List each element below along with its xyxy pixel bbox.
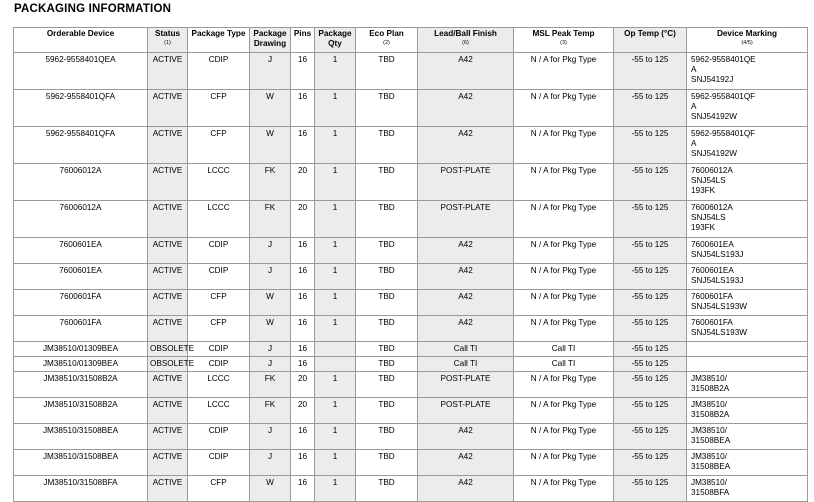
cell-msl: N / A for Pkg Type (514, 127, 614, 164)
cell-pins: 16 (291, 127, 315, 164)
cell-drawing: FK (250, 201, 291, 238)
cell-finish: A42 (418, 127, 514, 164)
cell-marking (687, 424, 808, 450)
cell-drawing: J (250, 357, 291, 372)
cell-device: JM38510/01309BEA (14, 342, 148, 357)
cell-type: CDIP (188, 264, 250, 290)
cell-optemp: -55 to 125 (614, 264, 687, 290)
cell-optemp: -55 to 125 (614, 164, 687, 201)
marking-line: 7600601EA (691, 266, 734, 275)
cell-drawing: W (250, 290, 291, 316)
cell-drawing: W (250, 316, 291, 342)
cell-msl: N / A for Pkg Type (514, 290, 614, 316)
section-title: PACKAGING INFORMATION (14, 3, 172, 15)
cell-qty: 1 (315, 264, 356, 290)
cell-marking (687, 53, 808, 90)
cell-drawing: J (250, 342, 291, 357)
cell-eco: TBD (356, 342, 418, 357)
cell-device: JM38510/31508B2A (14, 372, 148, 398)
cell-eco: TBD (356, 357, 418, 372)
cell-msl: Call TI (514, 342, 614, 357)
marking-line: JM38510/ (691, 452, 727, 461)
cell-msl: N / A for Pkg Type (514, 476, 614, 502)
marking-line: 7600601FA (691, 318, 733, 327)
column-header (14, 28, 148, 53)
cell-optemp: -55 to 125 (614, 290, 687, 316)
cell-marking (687, 164, 808, 201)
cell-eco: TBD (356, 201, 418, 238)
cell-qty: 1 (315, 476, 356, 502)
cell-qty: 1 (315, 201, 356, 238)
column-header-label: Package Drawing (253, 29, 287, 48)
marking-line: SNJ54192J (691, 75, 734, 84)
cell-eco: TBD (356, 398, 418, 424)
cell-finish: Call TI (418, 357, 514, 372)
cell-pins: 16 (291, 53, 315, 90)
cell-type: CDIP (188, 450, 250, 476)
marking-line: A (691, 65, 697, 74)
cell-finish: A42 (418, 450, 514, 476)
cell-optemp: -55 to 125 (614, 342, 687, 357)
cell-status: ACTIVE (148, 424, 188, 450)
cell-finish: Call TI (418, 342, 514, 357)
cell-eco: TBD (356, 238, 418, 264)
column-header-label: Device Marking (716, 29, 778, 38)
cell-device: JM38510/31508BFA (14, 476, 148, 502)
cell-optemp: -55 to 125 (614, 127, 687, 164)
cell-pins: 20 (291, 372, 315, 398)
cell-status: ACTIVE (148, 127, 188, 164)
cell-type: LCCC (188, 372, 250, 398)
cell-drawing: FK (250, 398, 291, 424)
cell-msl: N / A for Pkg Type (514, 372, 614, 398)
cell-pins: 16 (291, 450, 315, 476)
marking-line: JM38510/ (691, 426, 727, 435)
cell-device: 76006012A (14, 164, 148, 201)
cell-eco: TBD (356, 316, 418, 342)
marking-line: SNJ54192W (691, 149, 737, 158)
cell-status: ACTIVE (148, 238, 188, 264)
cell-qty (315, 342, 356, 357)
cell-eco: TBD (356, 290, 418, 316)
cell-finish: POST-PLATE (418, 398, 514, 424)
marking-line: 31508BFA (691, 488, 730, 497)
cell-msl: N / A for Pkg Type (514, 201, 614, 238)
cell-device: 7600601EA (14, 264, 148, 290)
cell-drawing: J (250, 450, 291, 476)
cell-drawing: J (250, 424, 291, 450)
cell-type: CDIP (188, 238, 250, 264)
column-header-note: (2) (383, 39, 390, 46)
marking-line: SNJ54192W (691, 112, 737, 121)
marking-line: 7600601EA (691, 240, 734, 249)
cell-optemp: -55 to 125 (614, 90, 687, 127)
cell-drawing: W (250, 127, 291, 164)
marking-line: 5962-9558401QF (691, 92, 756, 101)
cell-type: CFP (188, 316, 250, 342)
column-header-note: (1) (164, 39, 171, 46)
column-header (315, 28, 356, 53)
cell-pins: 20 (291, 201, 315, 238)
cell-eco: TBD (356, 476, 418, 502)
cell-optemp: -55 to 125 (614, 357, 687, 372)
cell-type: CFP (188, 290, 250, 316)
cell-eco: TBD (356, 372, 418, 398)
cell-pins: 16 (291, 316, 315, 342)
table-row (14, 290, 808, 316)
cell-status: ACTIVE (148, 476, 188, 502)
cell-device: JM38510/31508BEA (14, 424, 148, 450)
cell-optemp: -55 to 125 (614, 476, 687, 502)
column-header-label: Op Temp (°C) (624, 29, 676, 38)
cell-drawing: W (250, 90, 291, 127)
marking-line: SNJ54LS193J (691, 250, 744, 259)
cell-device: 76006012A (14, 201, 148, 238)
cell-marking (687, 357, 808, 372)
cell-pins: 16 (291, 290, 315, 316)
cell-status: ACTIVE (148, 450, 188, 476)
cell-qty: 1 (315, 372, 356, 398)
table-row (14, 342, 808, 357)
marking-line: 31508B2A (691, 384, 730, 393)
table-row (14, 476, 808, 502)
table-row (14, 201, 808, 238)
table-row (14, 450, 808, 476)
cell-drawing: W (250, 476, 291, 502)
cell-type: CDIP (188, 342, 250, 357)
cell-pins: 20 (291, 164, 315, 201)
column-header (356, 28, 418, 53)
cell-qty: 1 (315, 53, 356, 90)
cell-type: CDIP (188, 424, 250, 450)
table-row (14, 53, 808, 90)
table-row (14, 316, 808, 342)
cell-type: LCCC (188, 398, 250, 424)
cell-status: ACTIVE (148, 90, 188, 127)
cell-qty: 1 (315, 316, 356, 342)
marking-line: SNJ54LS193J (691, 276, 744, 285)
table-row (14, 398, 808, 424)
cell-msl: N / A for Pkg Type (514, 90, 614, 127)
column-header (148, 28, 188, 53)
cell-marking (687, 342, 808, 357)
cell-finish: A42 (418, 238, 514, 264)
marking-line: 31508B2A (691, 410, 730, 419)
cell-pins: 20 (291, 398, 315, 424)
cell-type: CFP (188, 476, 250, 502)
table-row (14, 372, 808, 398)
cell-type: LCCC (188, 201, 250, 238)
marking-line: A (691, 102, 697, 111)
cell-status: ACTIVE (148, 264, 188, 290)
cell-finish: POST-PLATE (418, 372, 514, 398)
table-body (14, 53, 808, 502)
table-row (14, 424, 808, 450)
marking-line: 5962-9558401QF (691, 129, 756, 138)
marking-line: 5962-9558401QE (691, 55, 756, 64)
cell-finish: POST-PLATE (418, 164, 514, 201)
marking-line: 31508BEA (691, 436, 731, 445)
cell-finish: A42 (418, 316, 514, 342)
cell-pins: 16 (291, 342, 315, 357)
cell-optemp: -55 to 125 (614, 450, 687, 476)
column-header (687, 28, 808, 53)
column-header (188, 28, 250, 53)
column-header (614, 28, 687, 53)
cell-pins: 16 (291, 264, 315, 290)
cell-device: 5962-9558401QFA (14, 127, 148, 164)
marking-line: 193FK (691, 186, 716, 195)
cell-status: ACTIVE (148, 290, 188, 316)
column-header (291, 28, 315, 53)
cell-marking (687, 127, 808, 164)
cell-eco: TBD (356, 127, 418, 164)
cell-optemp: -55 to 125 (614, 398, 687, 424)
cell-qty: 1 (315, 450, 356, 476)
cell-marking (687, 398, 808, 424)
table-row (14, 264, 808, 290)
table-row (14, 357, 808, 372)
cell-optemp: -55 to 125 (614, 424, 687, 450)
cell-msl: N / A for Pkg Type (514, 450, 614, 476)
cell-finish: A42 (418, 476, 514, 502)
cell-msl: N / A for Pkg Type (514, 316, 614, 342)
cell-device: JM38510/31508BEA (14, 450, 148, 476)
cell-marking (687, 238, 808, 264)
marking-line: SNJ54LS193W (691, 328, 747, 337)
marking-line: SNJ54LS (691, 176, 726, 185)
cell-pins: 16 (291, 357, 315, 372)
cell-drawing: J (250, 238, 291, 264)
cell-optemp: -55 to 125 (614, 201, 687, 238)
cell-type: CFP (188, 127, 250, 164)
header-row (14, 28, 808, 53)
cell-status: ACTIVE (148, 316, 188, 342)
cell-eco: TBD (356, 264, 418, 290)
cell-device: 5962-9558401QEA (14, 53, 148, 90)
cell-optemp: -55 to 125 (614, 372, 687, 398)
marking-line: SNJ54LS (691, 213, 726, 222)
cell-status: ACTIVE (148, 372, 188, 398)
cell-pins: 16 (291, 238, 315, 264)
cell-eco: TBD (356, 450, 418, 476)
cell-qty: 1 (315, 398, 356, 424)
table-row (14, 127, 808, 164)
cell-drawing: FK (250, 372, 291, 398)
cell-pins: 16 (291, 90, 315, 127)
cell-qty: 1 (315, 238, 356, 264)
table-row (14, 164, 808, 201)
column-header-note: (6) (462, 39, 469, 46)
cell-finish: A42 (418, 290, 514, 316)
column-header (514, 28, 614, 53)
marking-line: 7600601FA (691, 292, 733, 301)
marking-line: JM38510/ (691, 400, 727, 409)
cell-drawing: J (250, 264, 291, 290)
column-header-label: Lead/Ball Finish (434, 29, 497, 38)
cell-status: ACTIVE (148, 53, 188, 90)
cell-qty (315, 357, 356, 372)
cell-msl: N / A for Pkg Type (514, 238, 614, 264)
cell-msl: Call TI (514, 357, 614, 372)
column-header (250, 28, 291, 53)
marking-line: SNJ54LS193W (691, 302, 747, 311)
cell-optemp: -55 to 125 (614, 238, 687, 264)
column-header-label: MSL Peak Temp (532, 29, 595, 38)
cell-eco: TBD (356, 424, 418, 450)
cell-status: ACTIVE (148, 164, 188, 201)
cell-device: 5962-9558401QFA (14, 90, 148, 127)
cell-type: CDIP (188, 53, 250, 90)
column-header-label: Package Type (191, 29, 246, 38)
marking-line: 76006012A (691, 166, 733, 175)
cell-device: 7600601EA (14, 238, 148, 264)
cell-type: LCCC (188, 164, 250, 201)
marking-line: 193FK (691, 223, 716, 232)
marking-line: JM38510/ (691, 478, 727, 487)
cell-drawing: FK (250, 164, 291, 201)
cell-optemp: -55 to 125 (614, 53, 687, 90)
cell-marking (687, 372, 808, 398)
column-header-label: Package Qty (318, 29, 352, 48)
column-header-label: Pins (293, 29, 312, 38)
cell-marking (687, 290, 808, 316)
cell-finish: POST-PLATE (418, 201, 514, 238)
cell-qty: 1 (315, 290, 356, 316)
cell-device: JM38510/31508B2A (14, 398, 148, 424)
cell-msl: N / A for Pkg Type (514, 424, 614, 450)
cell-eco: TBD (356, 164, 418, 201)
cell-qty: 1 (315, 164, 356, 201)
cell-status: OBSOLETE (148, 357, 188, 372)
cell-qty: 1 (315, 424, 356, 450)
marking-line: A (691, 139, 697, 148)
table-row (14, 90, 808, 127)
cell-drawing: J (250, 53, 291, 90)
cell-optemp: -55 to 125 (614, 316, 687, 342)
column-header-note: (3) (560, 39, 567, 46)
cell-finish: A42 (418, 53, 514, 90)
marking-line: JM38510/ (691, 374, 727, 383)
marking-line: 31508BEA (691, 462, 731, 471)
cell-type: CFP (188, 90, 250, 127)
column-header (418, 28, 514, 53)
cell-msl: N / A for Pkg Type (514, 164, 614, 201)
cell-marking (687, 264, 808, 290)
cell-msl: N / A for Pkg Type (514, 53, 614, 90)
cell-device: 7600601FA (14, 290, 148, 316)
column-header-label: Status (154, 29, 181, 38)
cell-qty: 1 (315, 127, 356, 164)
column-header-note: (4/5) (741, 39, 753, 46)
cell-msl: N / A for Pkg Type (514, 264, 614, 290)
cell-device: 7600601FA (14, 316, 148, 342)
cell-status: OBSOLETE (148, 342, 188, 357)
cell-qty: 1 (315, 90, 356, 127)
packaging-table (13, 27, 808, 502)
cell-type: CDIP (188, 357, 250, 372)
cell-pins: 16 (291, 424, 315, 450)
cell-pins: 16 (291, 476, 315, 502)
cell-device: JM38510/01309BEA (14, 357, 148, 372)
cell-msl: N / A for Pkg Type (514, 398, 614, 424)
cell-finish: A42 (418, 264, 514, 290)
cell-marking (687, 476, 808, 502)
cell-finish: A42 (418, 424, 514, 450)
cell-marking (687, 90, 808, 127)
column-header-label: Eco Plan (369, 29, 404, 38)
cell-marking (687, 201, 808, 238)
marking-line: 76006012A (691, 203, 733, 212)
cell-eco: TBD (356, 90, 418, 127)
cell-marking (687, 450, 808, 476)
cell-eco: TBD (356, 53, 418, 90)
cell-finish: A42 (418, 90, 514, 127)
cell-marking (687, 316, 808, 342)
cell-status: ACTIVE (148, 398, 188, 424)
column-header-label: Orderable Device (46, 29, 115, 38)
cell-status: ACTIVE (148, 201, 188, 238)
table-row (14, 238, 808, 264)
